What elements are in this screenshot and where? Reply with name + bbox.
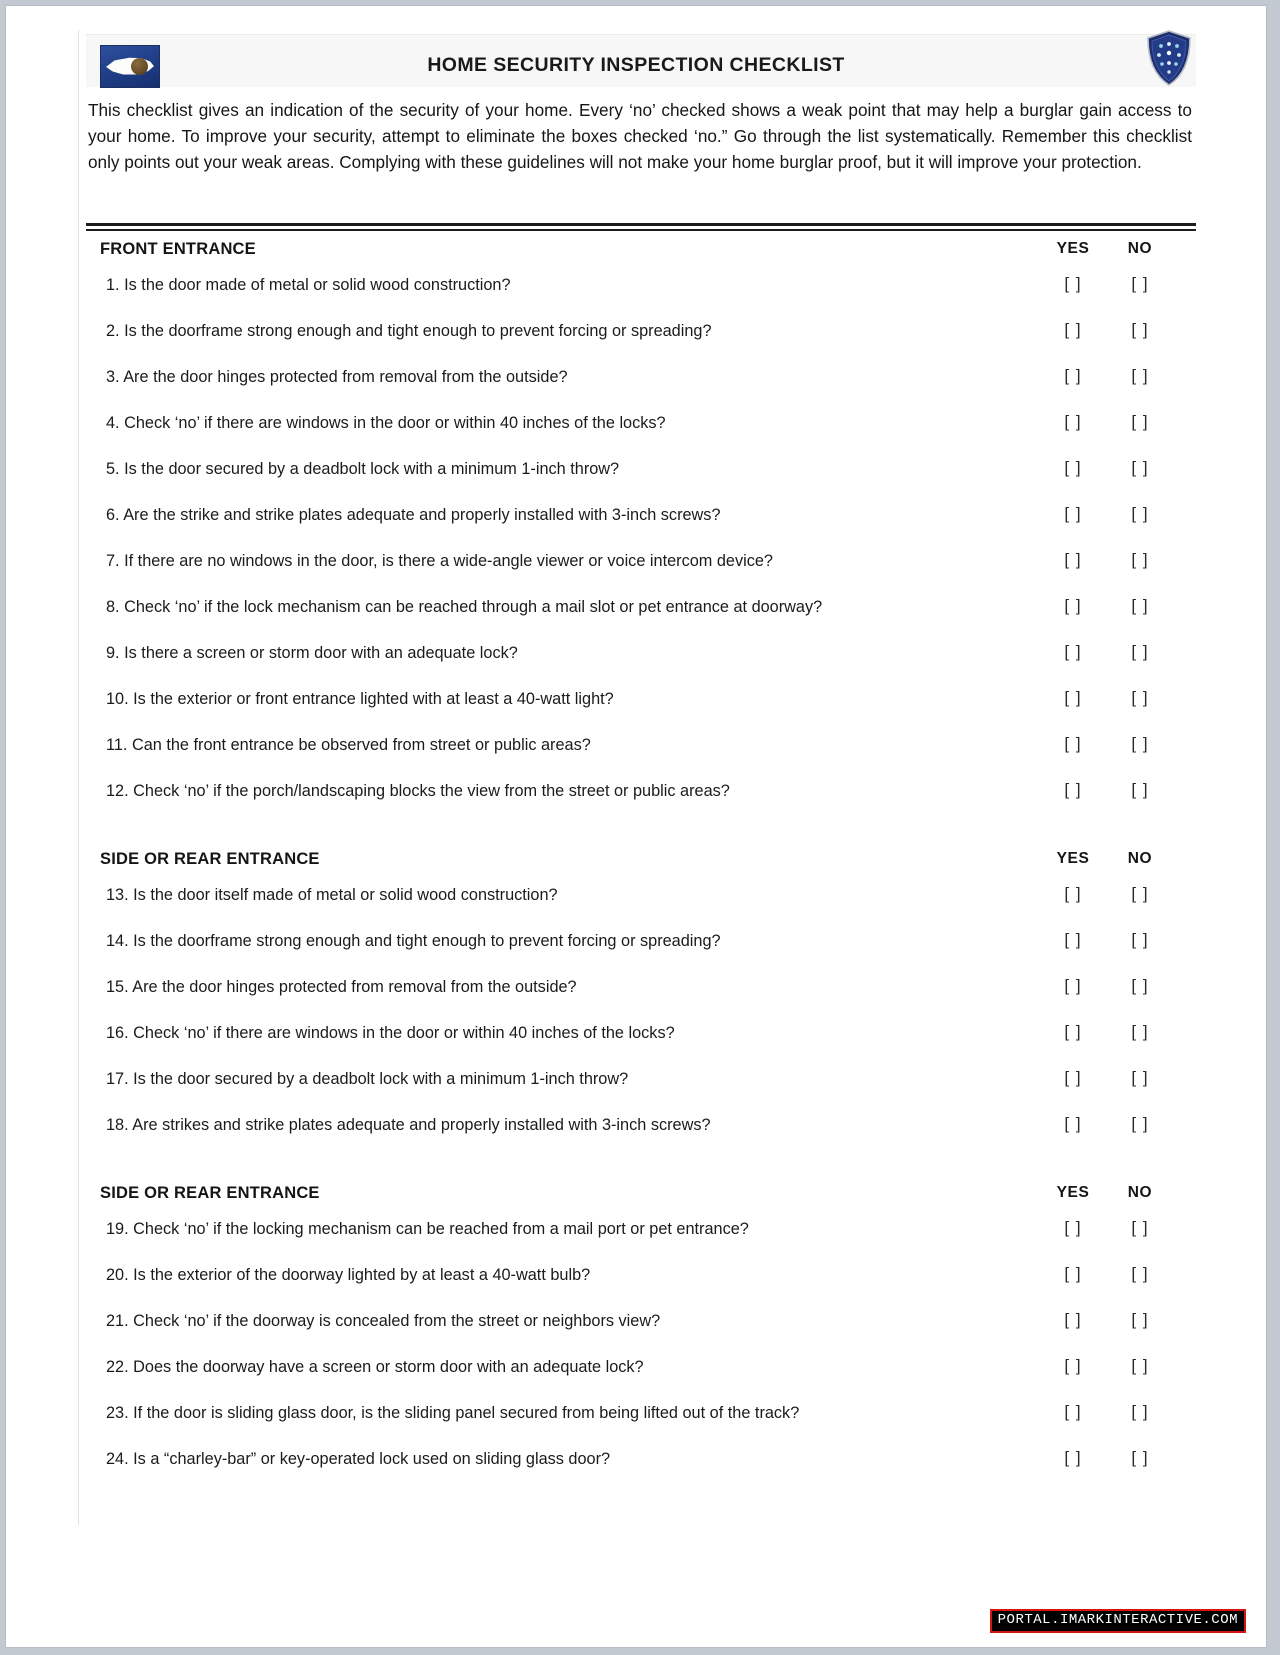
question-text: 7. If there are no windows in the door, is there a wide-angle viewer or voice intercom device? — [106, 552, 773, 570]
question-text: 5. Is the door secured by a deadbolt lock with a minimum 1-inch throw? — [106, 460, 620, 478]
question-text: 17. Is the door secured by a deadbolt lock with a minimum 1-inch throw? — [106, 1070, 629, 1088]
checkbox-no[interactable]: [ ] — [1131, 596, 1149, 615]
checkbox-yes[interactable]: [ ] — [1064, 1310, 1082, 1329]
checklist-row — [18, 592, 1254, 638]
column-header-yes: YES — [1056, 240, 1090, 257]
question-text: 15. Are the door hinges protected from removal from the outside? — [106, 978, 577, 996]
divider-rule-thick — [86, 223, 1196, 226]
section-spacer — [18, 1156, 1254, 1184]
section-spacer — [18, 822, 1254, 850]
header-divider — [86, 223, 1196, 231]
checklist-row — [18, 1260, 1254, 1306]
checklist-row — [18, 1064, 1254, 1110]
checkbox-no[interactable]: [ ] — [1131, 884, 1149, 903]
checkbox-no[interactable]: [ ] — [1131, 1114, 1149, 1133]
checkbox-yes[interactable]: [ ] — [1064, 1068, 1082, 1087]
question-text: 2. Is the doorframe strong enough and tight enough to prevent forcing or spreading? — [106, 322, 712, 340]
checkbox-no[interactable]: [ ] — [1131, 976, 1149, 995]
checklist-row — [18, 684, 1254, 730]
checkbox-no[interactable]: [ ] — [1131, 366, 1149, 385]
checkbox-yes[interactable]: [ ] — [1064, 642, 1082, 661]
checkbox-yes[interactable]: [ ] — [1064, 366, 1082, 385]
checkbox-yes[interactable]: [ ] — [1064, 550, 1082, 569]
checkbox-yes[interactable]: [ ] — [1064, 412, 1082, 431]
column-header-no: NO — [1127, 850, 1153, 867]
question-text: 21. Check ‘no’ if the doorway is concealed from the street or neighbors view? — [106, 1312, 661, 1330]
checkbox-yes[interactable]: [ ] — [1064, 930, 1082, 949]
checkbox-no[interactable]: [ ] — [1131, 930, 1149, 949]
divider-rule-thin — [86, 229, 1196, 231]
checkbox-no[interactable]: [ ] — [1131, 734, 1149, 753]
checklist-row — [18, 1444, 1254, 1490]
checkbox-no[interactable]: [ ] — [1131, 504, 1149, 523]
column-header-yes: YES — [1056, 850, 1090, 867]
question-text: 19. Check ‘no’ if the locking mechanism can be reached from a mail port or pet entrance? — [106, 1220, 749, 1238]
checkbox-no[interactable]: [ ] — [1131, 1448, 1149, 1467]
checklist-section — [18, 1184, 1254, 1490]
checkbox-no[interactable]: [ ] — [1131, 1264, 1149, 1283]
checkbox-yes[interactable]: [ ] — [1064, 504, 1082, 523]
checklist-row — [18, 1306, 1254, 1352]
checkbox-no[interactable]: [ ] — [1131, 642, 1149, 661]
checklist-row — [18, 730, 1254, 776]
checkbox-no[interactable]: [ ] — [1131, 1022, 1149, 1041]
column-header-yes: YES — [1056, 1184, 1090, 1201]
document-page — [18, 16, 1254, 1639]
question-text: 12. Check ‘no’ if the porch/landscaping blocks the view from the street or public areas? — [106, 782, 730, 800]
section-title: SIDE OR REAR ENTRANCE — [100, 1184, 320, 1202]
source-watermark: PORTAL.IMARKINTERACTIVE.COM — [990, 1609, 1246, 1633]
checklist-row — [18, 776, 1254, 822]
checklist-row — [18, 454, 1254, 500]
question-text: 6. Are the strike and strike plates adequate and properly installed with 3-inch screws? — [106, 506, 721, 524]
checklist-section — [18, 850, 1254, 1156]
column-header-no: NO — [1127, 1184, 1153, 1201]
intro-paragraph: This checklist gives an indication of the security of your home. Every ‘no’ checked shows a weak point that may help a burglar gain access to your home. To improve your security, attempt to eliminate the boxes checked ‘no.” Go through the list systematically. Remember this checklist only points out your weak areas. Complying with these guidelines will not make your home burglar proof, but it will improve your protection. — [88, 100, 1192, 172]
column-header-no: NO — [1127, 240, 1153, 257]
question-text: 1. Is the door made of metal or solid wood construction? — [106, 276, 511, 294]
question-text: 16. Check ‘no’ if there are windows in the door or within 40 inches of the locks? — [106, 1024, 675, 1042]
question-text: 3. Are the door hinges protected from removal from the outside? — [106, 368, 568, 386]
checkbox-no[interactable]: [ ] — [1131, 1310, 1149, 1329]
section-header-row — [18, 850, 1254, 880]
checklist-section — [18, 240, 1254, 822]
checklist-row — [18, 926, 1254, 972]
checkbox-yes[interactable]: [ ] — [1064, 688, 1082, 707]
checkbox-yes[interactable]: [ ] — [1064, 596, 1082, 615]
checkbox-yes[interactable]: [ ] — [1064, 320, 1082, 339]
document-header — [18, 16, 1254, 88]
checkbox-no[interactable]: [ ] — [1131, 274, 1149, 293]
checklist-row — [18, 1018, 1254, 1064]
checkbox-yes[interactable]: [ ] — [1064, 1114, 1082, 1133]
checklist-body — [18, 240, 1254, 1490]
checklist-row — [18, 362, 1254, 408]
checklist-row — [18, 880, 1254, 926]
question-text: 8. Check ‘no’ if the lock mechanism can be reached through a mail slot or pet entrance at doorway? — [106, 598, 823, 616]
checkbox-yes[interactable]: [ ] — [1064, 884, 1082, 903]
checklist-row — [18, 972, 1254, 1018]
checkbox-no[interactable]: [ ] — [1131, 780, 1149, 799]
checkbox-yes[interactable]: [ ] — [1064, 1448, 1082, 1467]
checklist-row — [18, 1398, 1254, 1444]
checkbox-yes[interactable]: [ ] — [1064, 734, 1082, 753]
checkbox-no[interactable]: [ ] — [1131, 1356, 1149, 1375]
question-text: 20. Is the exterior of the doorway lighted by at least a 40-watt bulb? — [106, 1266, 591, 1284]
checkbox-yes[interactable]: [ ] — [1064, 1264, 1082, 1283]
section-header-row — [18, 240, 1254, 270]
checklist-row — [18, 1110, 1254, 1156]
question-text: 23. If the door is sliding glass door, is the sliding panel secured from being lifted out of the track? — [106, 1404, 800, 1422]
checkbox-yes[interactable]: [ ] — [1064, 274, 1082, 293]
checkbox-yes[interactable]: [ ] — [1064, 1356, 1082, 1375]
checklist-row — [18, 1352, 1254, 1398]
checkbox-no[interactable]: [ ] — [1131, 1218, 1149, 1237]
section-title: FRONT ENTRANCE — [100, 240, 256, 258]
checkbox-no[interactable]: [ ] — [1131, 688, 1149, 707]
checkbox-no[interactable]: [ ] — [1131, 458, 1149, 477]
checklist-row — [18, 316, 1254, 362]
checkbox-yes[interactable]: [ ] — [1064, 780, 1082, 799]
checkbox-yes[interactable]: [ ] — [1064, 458, 1082, 477]
checkbox-no[interactable]: [ ] — [1131, 1068, 1149, 1087]
question-text: 22. Does the doorway have a screen or storm door with an adequate lock? — [106, 1358, 644, 1376]
checklist-row — [18, 638, 1254, 684]
question-text: 10. Is the exterior or front entrance lighted with at least a 40-watt light? — [106, 690, 614, 708]
question-text: 24. Is a “charley-bar” or key-operated lock used on sliding glass door? — [106, 1450, 611, 1468]
question-text: 11. Can the front entrance be observed from street or public areas? — [106, 736, 591, 754]
checklist-row — [18, 408, 1254, 454]
checklist-row — [18, 1214, 1254, 1260]
checklist-row — [18, 546, 1254, 592]
document-sheet — [6, 6, 1266, 1647]
checkbox-yes[interactable]: [ ] — [1064, 976, 1082, 995]
checkbox-yes[interactable]: [ ] — [1064, 1022, 1082, 1041]
question-text: 14. Is the doorframe strong enough and tight enough to prevent forcing or spreading? — [106, 932, 721, 950]
checklist-row — [18, 270, 1254, 316]
checkbox-no[interactable]: [ ] — [1131, 1402, 1149, 1421]
question-text: 13. Is the door itself made of metal or solid wood construction? — [106, 886, 558, 904]
section-header-row — [18, 1184, 1254, 1214]
police-shield-badge-icon — [1146, 30, 1192, 86]
question-text: 18. Are strikes and strike plates adequate and properly installed with 3-inch screws? — [106, 1116, 711, 1134]
checkbox-no[interactable]: [ ] — [1131, 550, 1149, 569]
checkbox-no[interactable]: [ ] — [1131, 320, 1149, 339]
checklist-row — [18, 500, 1254, 546]
question-text: 4. Check ‘no’ if there are windows in the door or within 40 inches of the locks? — [106, 414, 666, 432]
checkbox-yes[interactable]: [ ] — [1064, 1218, 1082, 1237]
checkbox-no[interactable]: [ ] — [1131, 412, 1149, 431]
checkbox-yes[interactable]: [ ] — [1064, 1402, 1082, 1421]
question-text: 9. Is there a screen or storm door with an adequate lock? — [106, 644, 518, 662]
section-title: SIDE OR REAR ENTRANCE — [100, 850, 320, 868]
page-title: HOME SECURITY INSPECTION CHECKLIST — [427, 54, 845, 76]
